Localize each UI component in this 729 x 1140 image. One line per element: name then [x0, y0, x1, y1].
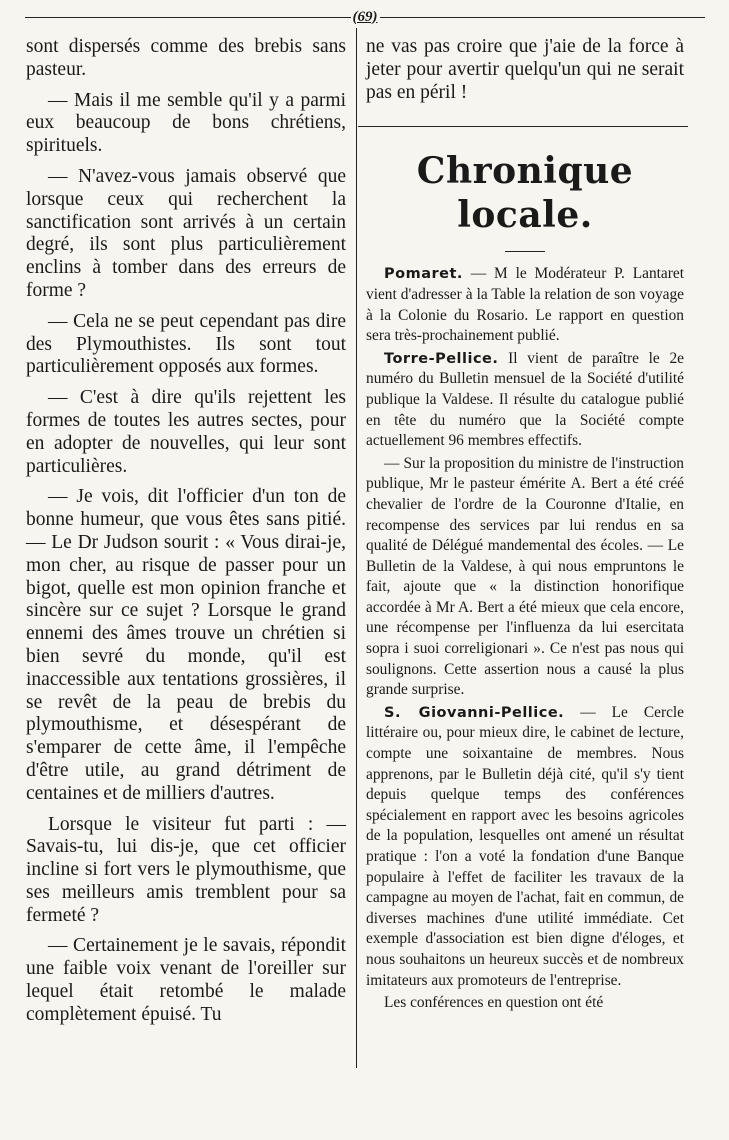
entry-text: — M le Modérateur P. Lantaret vient d'adresser à la Table la relation de son voyage à la Colonie du Rosario. Le rapport en question sera très-prochainement publié.: [366, 265, 684, 345]
news-entry: [366, 993, 684, 1014]
news-entry: [366, 454, 684, 701]
paragraph: — C'est à dire qu'ils rejettent les formes de toutes les autres sectes, pour en adopter de nouvelles, qui leur sont particulières.: [26, 387, 346, 477]
right-column: [366, 36, 684, 1016]
entry-text: Les conférences en question ont été: [384, 994, 604, 1012]
continuation-text: ne vas pas croire que j'aie de la force à jeter pour avertir quelqu'un qui ne serait pas en péril !: [366, 36, 684, 103]
page-number: (69): [352, 8, 378, 25]
left-column: [26, 36, 346, 1035]
section-separator: [358, 126, 688, 127]
paragraph: — N'avez-vous jamais observé que lorsque ceux qui recherchent la sanctification sont arrivés à un certain degré, ils sont plus particulièrement enclins à tomber dans des erreurs de forme ?: [26, 165, 346, 301]
entry-text: — Le Cercle littéraire ou, pour mieux dire, le cabinet de lecture, compte une soixantaine de membres. Nous apprenons, par le Bulletin déjà cité, qu'il s'y tient depuis quelque temps des conférences spécialement en rapport avec les besoins agricoles de la population, lesquelles ont amené un résultat pratique : l'on a voté la fondation d'une Banque populaire à l'effet de faciliter les travaux de la campagne au moyen de l'achat, fait en commun, de diverses machines d'une utilité immédiate. Cet exemple d'association est bien digne d'éloges, et nous souhaitons un heureux succès et de nombreux imitateurs aux promoteurs de l'entreprise.: [366, 703, 685, 989]
chronique-entries: [366, 264, 684, 1013]
paragraph: — Certainement je le savais, répondit une faible voix venant de l'oreiller sur lequel était retombé le malade complètement épuisé. Tu: [26, 935, 346, 1025]
place-name: S. Giovanni-Pellice.: [384, 704, 565, 721]
news-entry: [366, 264, 684, 346]
column-divider: [356, 28, 357, 1068]
paragraph: — Mais il me semble qu'il y a parmi eux beaucoup de bons chrétiens, spirituels.: [26, 89, 346, 157]
page-header: [25, 6, 705, 28]
paragraph: — Cela ne se peut cependant pas dire des Plymouthistes. Ils sont tout particulièrement opposés aux formes.: [26, 310, 346, 378]
section-title: Chronique locale.: [416, 150, 634, 237]
header-rule-left: [25, 17, 351, 18]
place-name: Torre-Pellice.: [384, 350, 499, 367]
paragraph: Lorsque le visiteur fut parti : — Savais-tu, lui dis-je, que cet officier incline si fort vers le plymouthisme, que ses meilleurs amis tremblent pour sa fermeté ?: [26, 813, 346, 926]
entry-text: Il vient de paraître le 2e numéro du Bulletin mensuel de la Société d'utilité publique la Valdese. Il résulte du catalogue publié en tête du numéro que la Société compte actuellement 96 membres effectifs.: [366, 349, 684, 450]
place-name: Pomaret.: [384, 266, 463, 283]
entry-text: — Sur la proposition du ministre de l'instruction publique, Mr le pasteur émérite A. Bert a été créé chevalier de l'ordre de la Couronne d'Italie, en recompense des services par lui rendus en sa qualité de Délégué mandemental des écoles. — Le Bulletin de la Valdese, à qui nous empruntons le fait, ajoute que « la distinction honorifique accordée à Mr A. Bert a été mieux que cela encore, une récompense per l'influenza da lui esercitata sopra i suoi correligionari ». Ce n'est pas nous qui soulignons. Cette assertion nous a causé la plus grande surprise.: [366, 454, 684, 699]
news-entry: [366, 703, 684, 991]
header-rule-right: [380, 17, 706, 18]
paragraph: sont dispersés comme des brebis sans pasteur.: [26, 36, 346, 80]
title-underline: [505, 251, 545, 252]
paragraph: — Je vois, dit l'officier d'un ton de bonne humeur, que vous êtes sans pitié. — Le Dr Judson sourit : « Vous dirai-je, mon cher, au risque de passer pour un bigot, quelle est mon opinion franche et sincère sur ce sujet ? Lorsque le grand ennemi des âmes trouve un chrétien si bien sevré du monde, qu'il est inaccessible aux tentations grossières, il se revêt de la peau de brebis du plymouthisme, et désespérant de s'emparer de cette âme, il l'empêche d'être utile, au grand détriment de centaines et de milliers d'autres.: [26, 486, 346, 804]
news-entry: [366, 349, 684, 452]
